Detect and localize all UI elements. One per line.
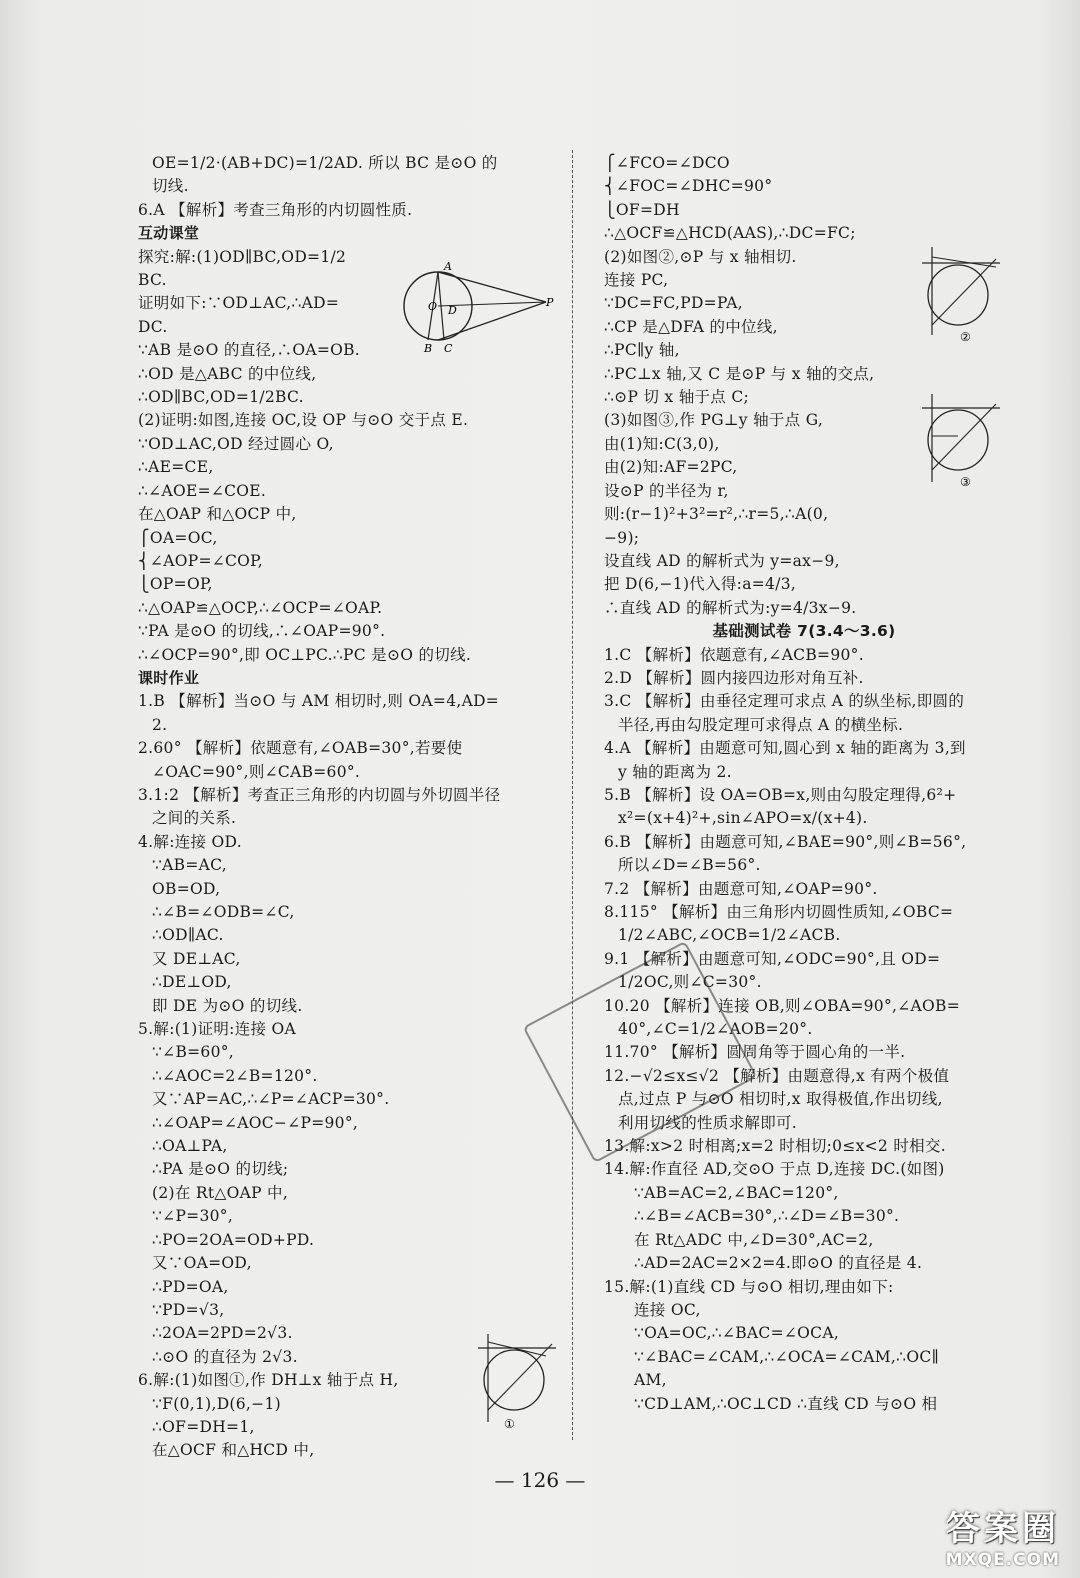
right-column-line: x²=(x+4)²+,sin∠APO=x/(x+4). bbox=[618, 809, 868, 828]
right-column-line: 7.2 【解析】由题意可知,∠OAP=90°. bbox=[604, 879, 878, 898]
left-column-line: (2)证明:如图,连接 OC,设 OP 与⊙O 交于点 E. bbox=[138, 411, 469, 430]
right-column-line: 1/2OC,则∠C=30°. bbox=[618, 973, 762, 992]
right-column-line: 半径,再由勾股定理可求得点 A 的横坐标. bbox=[618, 715, 904, 734]
column-divider bbox=[572, 150, 573, 1440]
right-column-line: 由(2)知:AF=2PC, bbox=[604, 458, 738, 477]
figure-2-label: ② bbox=[960, 330, 971, 344]
left-column-line: 6.解:(1)如图①,作 DH⊥x 轴于点 H, bbox=[138, 1371, 399, 1390]
left-column-line: ∴OD∥BC,OD=1/2BC. bbox=[138, 388, 304, 407]
right-column-line: 40°,∠C=1/2∠AOB=20°. bbox=[618, 1020, 813, 1039]
right-column-line: 把 D(6,−1)代入得:a=4/3, bbox=[604, 575, 797, 594]
tangent-circle-figure bbox=[398, 258, 558, 358]
right-column-line: ∴∠B=∠ACB=30°,∴∠D=∠B=30°. bbox=[634, 1207, 900, 1226]
right-column-line: ∵∠BAC=∠CAM,∴∠OCA=∠CAM,∴OC∥ bbox=[634, 1347, 939, 1366]
circle-figure-3 bbox=[920, 392, 1002, 492]
left-column-line: ∴AE=CE, bbox=[138, 458, 214, 477]
left-column-line: ∴OD∥AC. bbox=[152, 926, 224, 945]
label-p: P bbox=[546, 296, 554, 309]
right-column-line: 3.C 【解析】由垂径定理可求点 A 的纵坐标,即圆的 bbox=[604, 692, 965, 711]
left-column-line: 1.B 【解析】当⊙O 与 AM 相切时,则 OA=4,AD= bbox=[138, 692, 500, 711]
left-column-line: ∴∠OCP=90°,即 OC⊥PC.∴PC 是⊙O 的切线. bbox=[138, 645, 472, 664]
left-column-line: 又∵OA=OD, bbox=[152, 1254, 252, 1273]
right-column-line: 点,过点 P 与⊙O 相切时,x 取得极值,作出切线, bbox=[618, 1090, 943, 1109]
right-column-line: 利用切线的性质求解即可. bbox=[618, 1113, 798, 1132]
right-column-line: 9.1 【解析】由题意可知,∠ODC=90°,且 OD= bbox=[604, 949, 941, 968]
left-column-line: DC. bbox=[138, 317, 168, 336]
left-column-line: (2)在 Rt△OAP 中, bbox=[152, 1183, 289, 1202]
left-column-line: 2. bbox=[152, 715, 168, 734]
left-column-line: ∴2OA=2PD=2√3. bbox=[152, 1324, 293, 1343]
left-column-line: 探究:解:(1)OD∥BC,OD=1/2 bbox=[138, 247, 347, 266]
left-column-line: 5.解:(1)证明:连接 OA bbox=[138, 1020, 297, 1039]
right-column-line: ∵OA=OC,∴∠BAC=∠OCA, bbox=[634, 1324, 840, 1343]
left-column-line: ∴OF=DH=1, bbox=[152, 1417, 255, 1436]
right-column-line: 设⊙P 的半径为 r, bbox=[604, 481, 729, 500]
right-column-line: ∴△OCF≌△HCD(AAS),∴DC=FC; bbox=[604, 224, 856, 243]
right-column-line: 连接 OC, bbox=[634, 1300, 701, 1319]
left-column-line: 在△OAP 和△OCP 中, bbox=[138, 505, 297, 524]
label-b: B bbox=[424, 342, 433, 355]
right-column-line: (2)如图②,⊙P 与 x 轴相切. bbox=[604, 247, 797, 266]
right-column-line: y 轴的距离为 2. bbox=[618, 762, 732, 781]
watermark-title: 答案圈 bbox=[946, 1509, 1060, 1549]
right-column-line: 14.解:作直径 AD,交⊙O 于点 D,连接 DC.(如图) bbox=[604, 1160, 945, 1179]
left-column-line: ∴∠OAP=∠AOC−∠P=90°, bbox=[152, 1113, 359, 1132]
left-column-line: 又 DE⊥AC, bbox=[152, 949, 241, 968]
right-column-line: 10.20 【解析】连接 OB,则∠OBA=90°,∠AOB= bbox=[604, 996, 960, 1015]
right-column-line: ∴⊙P 切 x 轴于点 C; bbox=[604, 388, 750, 407]
left-column-line: ∴∠AOC=2∠B=120°. bbox=[152, 1066, 318, 1085]
right-column-line: ⎩OF=DH bbox=[604, 200, 680, 219]
left-column-line: 即 DE 为⊙O 的切线. bbox=[152, 996, 303, 1015]
right-column-line: 基础测试卷 7(3.4～3.6) bbox=[712, 622, 896, 641]
left-column-line: ∴∠AOE=∠COE. bbox=[138, 481, 267, 500]
left-column-line: 4.解:连接 OD. bbox=[138, 832, 242, 851]
left-column-line: ∴PA 是⊙O 的切线; bbox=[152, 1160, 289, 1179]
left-column-line: OE=1/2·(AB+DC)=1/2AD. 所以 BC 是⊙O 的 bbox=[152, 154, 498, 172]
left-column-line: 6.A 【解析】考查三角形的内切圆性质. bbox=[138, 200, 413, 219]
right-column-line: AM, bbox=[634, 1371, 667, 1390]
left-column-line: 2.60° 【解析】依题意有,∠OAB=30°,若要使 bbox=[138, 739, 463, 758]
circle-figure-1 bbox=[476, 1332, 558, 1432]
right-column-line: 13.解:x>2 时相离;x=2 时相切;0≤x<2 时相交. bbox=[604, 1137, 946, 1156]
right-column-line: 由(1)知:C(3,0), bbox=[604, 434, 720, 453]
left-column-line: ⎨∠AOP=∠COP, bbox=[138, 551, 263, 570]
right-column-line: 在 Rt△ADC 中,∠D=30°,AC=2, bbox=[634, 1230, 874, 1249]
right-column-line: 11.70° 【解析】圆周角等于圆心角的一半. bbox=[604, 1043, 906, 1062]
left-column-line: 之间的关系. bbox=[152, 809, 237, 828]
right-column-line: ∵DC=FC,PD=PA, bbox=[604, 294, 743, 313]
right-column-line: ⎧∠FCO=∠DCO bbox=[604, 154, 730, 172]
left-column-line: ∵AB=AC, bbox=[152, 856, 227, 875]
right-column-line: ∴PC⊥x 轴,又 C 是⊙P 与 x 轴的交点, bbox=[604, 364, 875, 383]
left-column-line: ∴PO=2OA=OD+PD. bbox=[152, 1230, 315, 1249]
right-column-line: 15.解:(1)直线 CD 与⊙O 相切,理由如下: bbox=[604, 1277, 894, 1296]
left-column-line: ∵F(0,1),D(6,−1) bbox=[152, 1394, 281, 1413]
left-column-line: ∵PA 是⊙O 的切线,∴∠OAP=90°. bbox=[138, 622, 386, 641]
right-column-line: 4.A 【解析】由题意可知,圆心到 x 轴的距离为 3,到 bbox=[604, 739, 966, 758]
watermark-url: MXQE.COM bbox=[945, 1550, 1060, 1570]
right-column-line: ∴直线 AD 的解析式为:y=4/3x−9. bbox=[604, 598, 857, 617]
right-column-line: ∴PC∥y 轴, bbox=[604, 341, 680, 360]
left-column-line: ∵AB 是⊙O 的直径,∴OA=OB. bbox=[138, 341, 361, 360]
left-column-line: ∴PD=OA, bbox=[152, 1277, 229, 1296]
left-column-line: ∴OD 是△ABC 的中位线, bbox=[138, 364, 317, 383]
left-column-line: ∴⊙O 的直径为 2√3. bbox=[152, 1347, 298, 1366]
left-column-line: BC. bbox=[138, 271, 167, 290]
left-column-line: 课时作业 bbox=[138, 668, 200, 687]
figure-1-label: ① bbox=[504, 1417, 515, 1431]
left-column-line: ∴DE⊥OD, bbox=[152, 973, 232, 992]
label-o: O bbox=[428, 300, 438, 313]
right-column-line: 则:(r−1)²+3²=r²,∴r=5,∴A(0, bbox=[604, 505, 829, 524]
left-column-line: ⎩OP=OP, bbox=[138, 575, 213, 594]
right-column-line: (3)如图③,作 PG⊥y 轴于点 G, bbox=[604, 411, 824, 430]
right-column-line: −9); bbox=[604, 528, 640, 547]
figure-3-label: ③ bbox=[960, 475, 971, 489]
label-d: D bbox=[448, 304, 457, 317]
right-column-line: ∵AB=AC=2,∠BAC=120°, bbox=[634, 1183, 839, 1202]
right-column-line: ∴AD=2AC=2×2=4.即⊙O 的直径是 4. bbox=[634, 1254, 923, 1273]
label-c: C bbox=[444, 342, 453, 355]
left-column-line: ∵PD=√3, bbox=[152, 1300, 225, 1319]
left-column-line: ∵∠P=30°, bbox=[152, 1207, 234, 1226]
left-column-line: 互动课堂 bbox=[138, 224, 200, 243]
left-column-line: ⎧OA=OC, bbox=[138, 528, 218, 547]
circle-figure-2 bbox=[920, 245, 1002, 345]
right-column-line: 1.C 【解析】依题意有,∠ACB=90°. bbox=[604, 645, 864, 664]
right-column-line: 设直线 AD 的解析式为 y=ax−9, bbox=[604, 551, 840, 570]
label-a: A bbox=[444, 260, 452, 273]
left-column-line: OB=OD, bbox=[152, 879, 221, 898]
left-column-line: 3.1:2 【解析】考查正三角形的内切圆与外切圆半径 bbox=[138, 785, 501, 804]
left-column-line: ∵OD⊥AC,OD 经过圆心 O, bbox=[138, 434, 334, 453]
right-column-line: 6.B 【解析】由题意可知,∠BAE=90°,则∠B=56°, bbox=[604, 832, 967, 851]
left-column-line: ∴△OAP≌△OCP,∴∠OCP=∠OAP. bbox=[138, 598, 383, 617]
page-number: — 126 — bbox=[494, 1468, 586, 1492]
right-column-line: ∵CD⊥AM,∴OC⊥CD ∴直线 CD 与⊙O 相 bbox=[634, 1394, 938, 1413]
watermark-logo bbox=[946, 1501, 1060, 1570]
right-column-line: 2.D 【解析】圆内接四边形对角互补. bbox=[604, 668, 864, 687]
left-column-line: ∴∠B=∠ODB=∠C, bbox=[152, 903, 295, 921]
right-column-line: 所以∠D=∠B=56°. bbox=[618, 856, 761, 875]
left-column-line: ∵∠B=60°, bbox=[152, 1043, 235, 1062]
left-column-line: ∠OAC=90°,则∠CAB=60°. bbox=[152, 762, 361, 781]
left-column-line: ∴OA⊥PA, bbox=[152, 1137, 228, 1156]
left-column-line: 又∵AP=AC,∴∠P=∠ACP=30°. bbox=[152, 1090, 390, 1109]
right-column-line: 8.115° 【解析】由三角形内切圆性质知,∠OBC= bbox=[604, 903, 954, 921]
left-column-line: 证明如下:∵OD⊥AC,∴AD= bbox=[138, 294, 340, 313]
right-column-line: ⎨∠FOC=∠DHC=90° bbox=[604, 177, 773, 196]
left-column-line: 切线. bbox=[152, 177, 189, 196]
right-column-line: 1/2∠ABC,∠OCB=1/2∠ACB. bbox=[618, 926, 841, 945]
right-column-line: ∴CP 是△DFA 的中位线, bbox=[604, 317, 778, 336]
right-column-line: 12.−√2≤x≤√2 【解析】由题意得,x 有两个极值 bbox=[604, 1066, 950, 1085]
right-column-line: 5.B 【解析】设 OA=OB=x,则由勾股定理得,6²+ bbox=[604, 785, 957, 804]
right-column-line: 连接 PC, bbox=[604, 271, 669, 290]
left-column-line: 在△OCF 和△HCD 中, bbox=[152, 1441, 315, 1460]
